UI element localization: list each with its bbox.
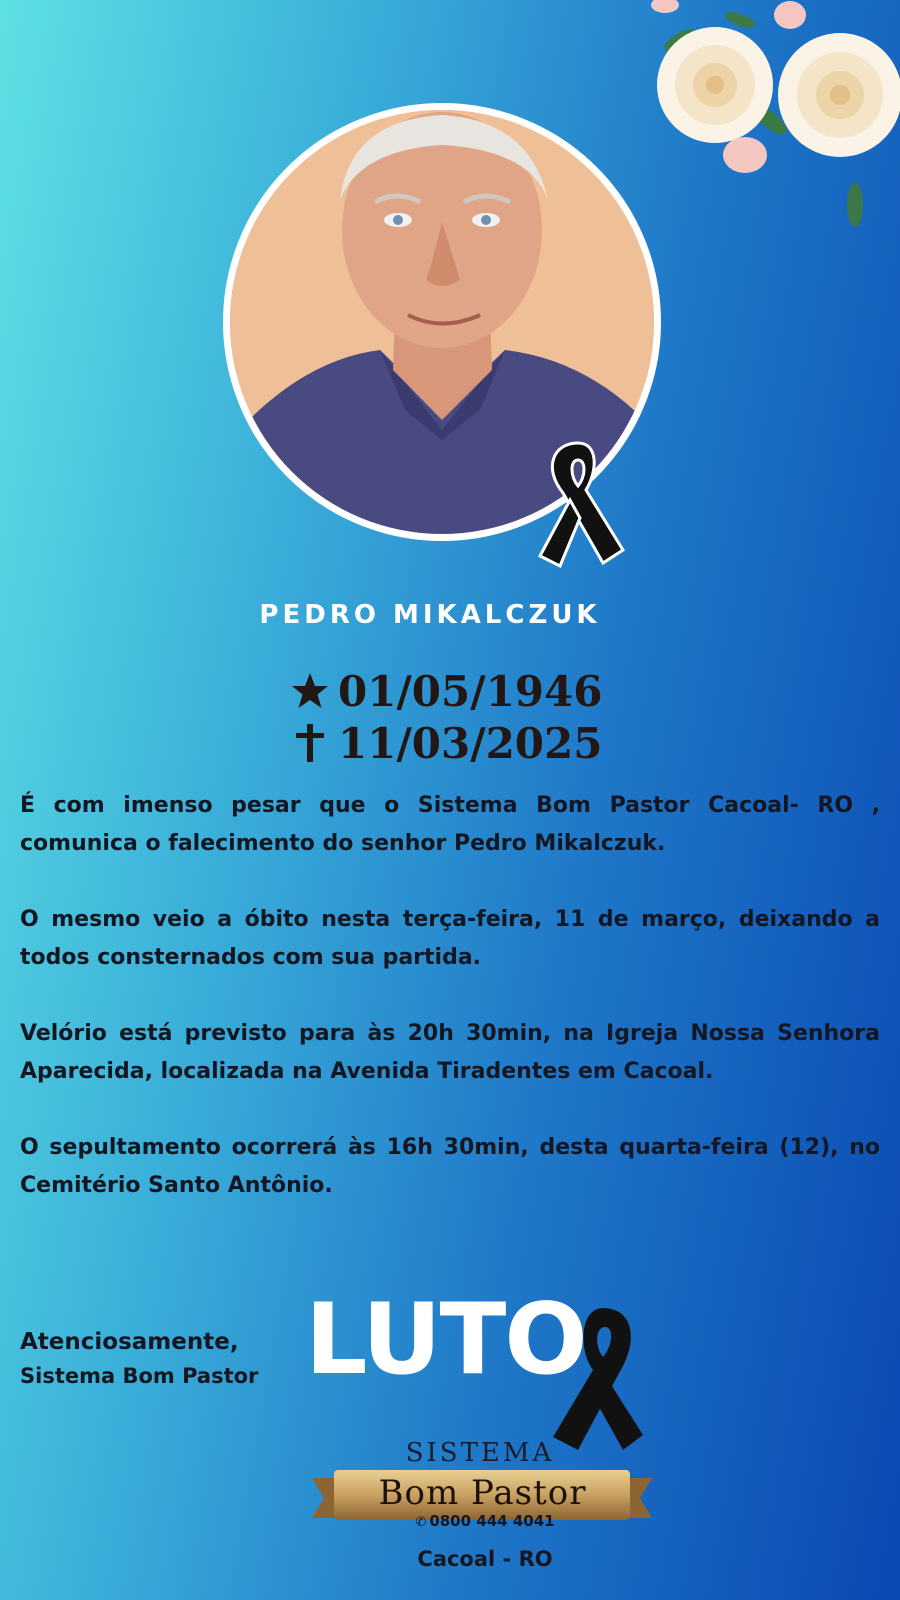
paragraph-announcement: É com imenso pesar que o Sistema Bom Pastor Cacoal- RO , comunica o falecimento do senhor Pedro Mikalczuk. [20,793,880,856]
dates-block [290,665,650,769]
closing-signature [20,1325,258,1393]
paragraph-wake: Velório está previsto para às 20h 30min, na Igreja Nossa Senhora Aparecida, localizada na Avenida Tiradentes em Cacoal. [20,1021,880,1084]
logo-bom-pastor: Bom Pastor [378,1473,587,1513]
death-date: 11/03/2025 [338,718,603,768]
star-icon [290,671,330,711]
city-label: Cacoal - RO [417,1547,553,1571]
cross-icon [290,723,330,763]
mourning-ribbon-large-icon [548,1305,648,1455]
death-date-row [290,717,650,769]
birth-date: 01/05/1946 [338,666,603,716]
announcement-text [20,787,880,1243]
birth-date-row [290,665,650,717]
closing-sender: Sistema Bom Pastor [20,1364,259,1388]
closing-greeting: Atenciosamente, [20,1329,239,1355]
mourning-ribbon-icon [528,438,628,568]
paragraph-burial: O sepultamento ocorrerá às 16h 30min, desta quarta-feira (12), no Cemitério Santo Antônio. [20,1135,880,1198]
paragraph-death: O mesmo veio a óbito nesta terça-feira, 11 de março, deixando a todos consternados com sua partida. [20,907,880,970]
phone-number [340,1512,630,1530]
portrait-frame [223,103,671,551]
logo-sistema: SISTEMA [405,1438,555,1468]
luto-title: LUTO [305,1283,586,1397]
white-roses-decoration [650,0,900,240]
phone-text: 0800 444 4041 [429,1512,555,1530]
deceased-name: PEDRO MIKALCZUK [259,600,601,630]
whatsapp-icon: ✆ [415,1515,427,1530]
